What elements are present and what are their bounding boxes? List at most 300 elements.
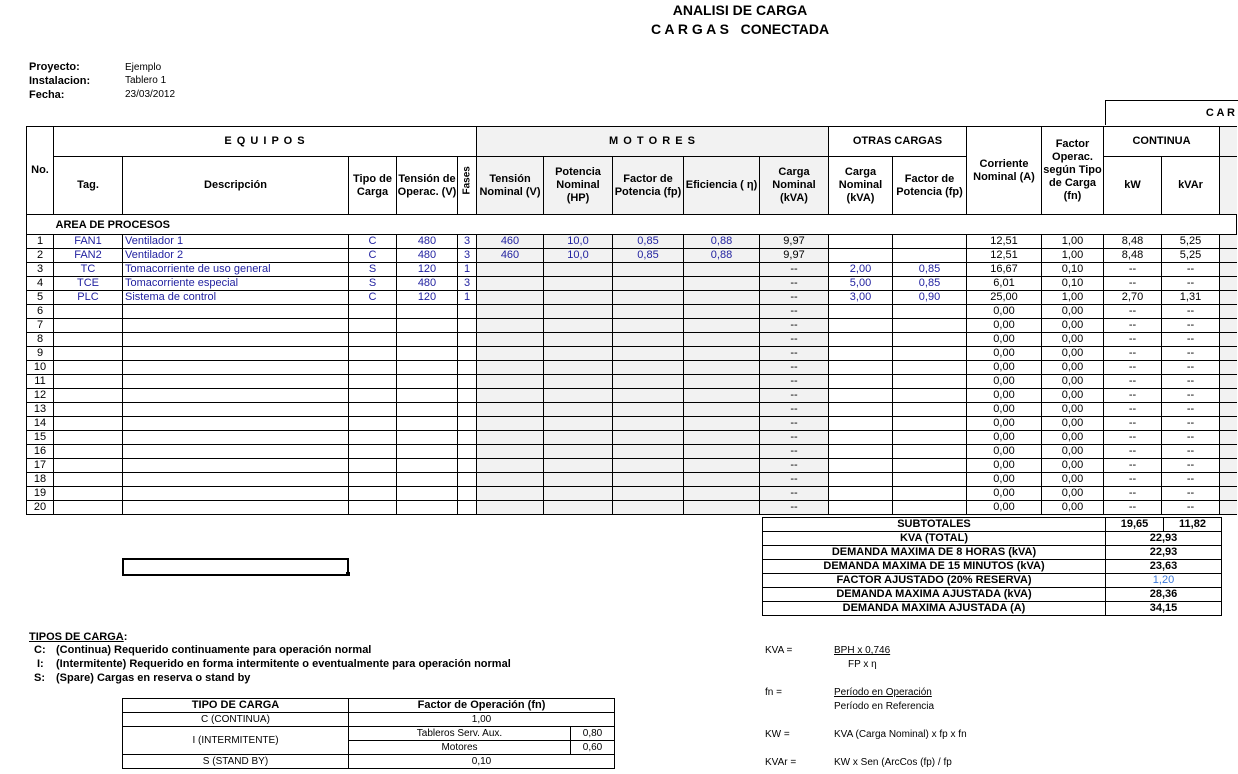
selected-cell[interactable] bbox=[122, 558, 349, 576]
cell-fp[interactable] bbox=[613, 487, 684, 501]
cell-kva[interactable]: -- bbox=[760, 445, 829, 459]
cell-kva[interactable]: 9,97 bbox=[760, 235, 829, 249]
cell-desc[interactable] bbox=[123, 445, 349, 459]
cell-no[interactable]: 16 bbox=[27, 445, 54, 459]
cell-hp[interactable] bbox=[544, 361, 613, 375]
cell-blank[interactable] bbox=[1220, 361, 1237, 375]
cell-kw[interactable]: -- bbox=[1104, 431, 1162, 445]
factor-ajustado-value[interactable]: 1,20 bbox=[1106, 574, 1222, 588]
cell-no[interactable]: 8 bbox=[27, 333, 54, 347]
cell-ok[interactable] bbox=[829, 445, 893, 459]
cell-desc[interactable] bbox=[123, 431, 349, 445]
cell-ef[interactable] bbox=[684, 473, 760, 487]
cell-kw[interactable]: -- bbox=[1104, 459, 1162, 473]
cell-ef[interactable] bbox=[684, 263, 760, 277]
cell-desc[interactable] bbox=[123, 319, 349, 333]
cell-tension[interactable] bbox=[397, 417, 458, 431]
cell-tag[interactable]: FAN2 bbox=[54, 249, 123, 263]
cell-hp[interactable] bbox=[544, 459, 613, 473]
cell-amp[interactable]: 0,00 bbox=[967, 473, 1042, 487]
cell-no[interactable]: 7 bbox=[27, 319, 54, 333]
cell-kw[interactable]: -- bbox=[1104, 501, 1162, 515]
cell-tag[interactable]: TCE bbox=[54, 277, 123, 291]
cell-ef[interactable] bbox=[684, 403, 760, 417]
cell-ef[interactable] bbox=[684, 319, 760, 333]
cell-blank[interactable] bbox=[1220, 431, 1237, 445]
cell-kvar[interactable]: -- bbox=[1162, 305, 1220, 319]
cell-ef[interactable] bbox=[684, 459, 760, 473]
cell-ef[interactable] bbox=[684, 333, 760, 347]
cell-fp[interactable] bbox=[613, 361, 684, 375]
cell-hp[interactable] bbox=[544, 305, 613, 319]
cell-kvar[interactable]: 5,25 bbox=[1162, 235, 1220, 249]
cell-ofp[interactable] bbox=[893, 333, 967, 347]
cell-ofp[interactable]: 0,85 bbox=[893, 277, 967, 291]
cell-ok[interactable] bbox=[829, 431, 893, 445]
cell-kvar[interactable]: -- bbox=[1162, 417, 1220, 431]
cell-fp[interactable] bbox=[613, 319, 684, 333]
cell-fp[interactable] bbox=[613, 375, 684, 389]
cell-tag[interactable] bbox=[54, 333, 123, 347]
cell-kva[interactable]: -- bbox=[760, 431, 829, 445]
cell-fp[interactable] bbox=[613, 389, 684, 403]
cell-vn[interactable]: 460 bbox=[477, 235, 544, 249]
cell-amp[interactable]: 0,00 bbox=[967, 389, 1042, 403]
cell-tension[interactable]: 480 bbox=[397, 277, 458, 291]
cell-blank[interactable] bbox=[1220, 305, 1237, 319]
cell-fn[interactable]: 0,00 bbox=[1042, 431, 1104, 445]
cell-kva[interactable]: -- bbox=[760, 403, 829, 417]
cell-kvar[interactable]: -- bbox=[1162, 277, 1220, 291]
cell-tag[interactable]: FAN1 bbox=[54, 235, 123, 249]
cell-vn[interactable] bbox=[477, 417, 544, 431]
cell-no[interactable]: 1 bbox=[27, 235, 54, 249]
cell-tension[interactable]: 120 bbox=[397, 263, 458, 277]
cell-vn[interactable] bbox=[477, 445, 544, 459]
cell-kw[interactable]: -- bbox=[1104, 417, 1162, 431]
cell-tension[interactable] bbox=[397, 375, 458, 389]
cell-ef[interactable] bbox=[684, 445, 760, 459]
cell-blank[interactable] bbox=[1220, 375, 1237, 389]
cell-ofp[interactable] bbox=[893, 249, 967, 263]
cell-fn[interactable]: 0,00 bbox=[1042, 305, 1104, 319]
cell-ok[interactable] bbox=[829, 361, 893, 375]
cell-fases[interactable] bbox=[458, 417, 477, 431]
cell-blank[interactable] bbox=[1220, 445, 1237, 459]
cell-no[interactable]: 3 bbox=[27, 263, 54, 277]
cell-amp[interactable]: 0,00 bbox=[967, 459, 1042, 473]
cell-kva[interactable]: -- bbox=[760, 389, 829, 403]
cell-fn[interactable]: 0,00 bbox=[1042, 403, 1104, 417]
cell-tipo[interactable]: S bbox=[349, 277, 397, 291]
cell-ef[interactable] bbox=[684, 417, 760, 431]
cell-fp[interactable] bbox=[613, 473, 684, 487]
cell-vn[interactable] bbox=[477, 319, 544, 333]
cell-tag[interactable] bbox=[54, 445, 123, 459]
cell-amp[interactable]: 16,67 bbox=[967, 263, 1042, 277]
cell-kva[interactable]: -- bbox=[760, 347, 829, 361]
cell-kw[interactable]: -- bbox=[1104, 347, 1162, 361]
cell-vn[interactable] bbox=[477, 389, 544, 403]
cell-kva[interactable]: -- bbox=[760, 305, 829, 319]
cell-tipo[interactable] bbox=[349, 403, 397, 417]
cell-ofp[interactable] bbox=[893, 431, 967, 445]
cell-ok[interactable] bbox=[829, 333, 893, 347]
cell-kvar[interactable]: -- bbox=[1162, 389, 1220, 403]
cell-desc[interactable] bbox=[123, 473, 349, 487]
cell-ofp[interactable] bbox=[893, 361, 967, 375]
cell-blank[interactable] bbox=[1220, 473, 1237, 487]
cell-desc[interactable] bbox=[123, 417, 349, 431]
cell-tipo[interactable] bbox=[349, 305, 397, 319]
cell-blank[interactable] bbox=[1220, 277, 1237, 291]
cell-ok[interactable] bbox=[829, 319, 893, 333]
cell-tension[interactable] bbox=[397, 487, 458, 501]
cell-kva[interactable]: -- bbox=[760, 277, 829, 291]
cell-ef[interactable] bbox=[684, 347, 760, 361]
cell-tension[interactable] bbox=[397, 333, 458, 347]
cell-kvar[interactable]: -- bbox=[1162, 459, 1220, 473]
cell-desc[interactable] bbox=[123, 389, 349, 403]
cell-vn[interactable] bbox=[477, 375, 544, 389]
cell-ofp[interactable] bbox=[893, 319, 967, 333]
cell-tag[interactable] bbox=[54, 473, 123, 487]
cell-desc[interactable]: Tomacorriente especial bbox=[123, 277, 349, 291]
cell-no[interactable]: 17 bbox=[27, 459, 54, 473]
cell-fases[interactable] bbox=[458, 473, 477, 487]
cell-amp[interactable]: 0,00 bbox=[967, 305, 1042, 319]
cell-fn[interactable]: 0,00 bbox=[1042, 459, 1104, 473]
cell-blank[interactable] bbox=[1220, 403, 1237, 417]
cell-desc[interactable]: Tomacorriente de uso general bbox=[123, 263, 349, 277]
cell-kvar[interactable]: -- bbox=[1162, 361, 1220, 375]
cell-vn[interactable] bbox=[477, 431, 544, 445]
cell-tipo[interactable] bbox=[349, 431, 397, 445]
cell-no[interactable]: 9 bbox=[27, 347, 54, 361]
cell-amp[interactable]: 0,00 bbox=[967, 319, 1042, 333]
cell-kvar[interactable]: 1,31 bbox=[1162, 291, 1220, 305]
cell-ok[interactable] bbox=[829, 501, 893, 515]
cell-no[interactable]: 19 bbox=[27, 487, 54, 501]
cell-tag[interactable] bbox=[54, 305, 123, 319]
cell-fases[interactable] bbox=[458, 375, 477, 389]
cell-ef[interactable] bbox=[684, 501, 760, 515]
cell-fp[interactable] bbox=[613, 403, 684, 417]
cell-fp[interactable] bbox=[613, 431, 684, 445]
cell-fn[interactable]: 0,00 bbox=[1042, 347, 1104, 361]
cell-no[interactable]: 12 bbox=[27, 389, 54, 403]
cell-ofp[interactable] bbox=[893, 417, 967, 431]
cell-kw[interactable]: 8,48 bbox=[1104, 249, 1162, 263]
cell-no[interactable]: 11 bbox=[27, 375, 54, 389]
cell-no[interactable]: 10 bbox=[27, 361, 54, 375]
cell-tipo[interactable] bbox=[349, 361, 397, 375]
cell-tag[interactable] bbox=[54, 361, 123, 375]
cell-fn[interactable]: 0,00 bbox=[1042, 487, 1104, 501]
cell-fn[interactable]: 1,00 bbox=[1042, 291, 1104, 305]
cell-fases[interactable] bbox=[458, 305, 477, 319]
cell-desc[interactable] bbox=[123, 347, 349, 361]
cell-hp[interactable] bbox=[544, 445, 613, 459]
cell-fp[interactable] bbox=[613, 417, 684, 431]
cell-no[interactable]: 6 bbox=[27, 305, 54, 319]
cell-kva[interactable]: -- bbox=[760, 375, 829, 389]
cell-vn[interactable] bbox=[477, 291, 544, 305]
cell-ok[interactable]: 3,00 bbox=[829, 291, 893, 305]
cell-fp[interactable] bbox=[613, 263, 684, 277]
cell-hp[interactable] bbox=[544, 501, 613, 515]
cell-tension[interactable] bbox=[397, 305, 458, 319]
cell-tension[interactable] bbox=[397, 501, 458, 515]
cell-blank[interactable] bbox=[1220, 263, 1237, 277]
cell-ok[interactable] bbox=[829, 347, 893, 361]
cell-kva[interactable]: -- bbox=[760, 291, 829, 305]
cell-desc[interactable]: Ventilador 2 bbox=[123, 249, 349, 263]
cell-fases[interactable] bbox=[458, 333, 477, 347]
cell-kw[interactable]: -- bbox=[1104, 445, 1162, 459]
cell-kw[interactable]: -- bbox=[1104, 389, 1162, 403]
cell-tipo[interactable] bbox=[349, 501, 397, 515]
cell-fases[interactable]: 1 bbox=[458, 263, 477, 277]
cell-ofp[interactable] bbox=[893, 403, 967, 417]
cell-blank[interactable] bbox=[1220, 487, 1237, 501]
cell-tension[interactable]: 480 bbox=[397, 235, 458, 249]
cell-tension[interactable] bbox=[397, 389, 458, 403]
cell-vn[interactable] bbox=[477, 305, 544, 319]
cell-ofp[interactable]: 0,85 bbox=[893, 263, 967, 277]
cell-fn[interactable]: 0,00 bbox=[1042, 473, 1104, 487]
cell-ef[interactable] bbox=[684, 291, 760, 305]
cell-ok[interactable] bbox=[829, 375, 893, 389]
cell-blank[interactable] bbox=[1220, 235, 1237, 249]
cell-tipo[interactable]: C bbox=[349, 291, 397, 305]
cell-ok[interactable] bbox=[829, 389, 893, 403]
cell-fases[interactable] bbox=[458, 319, 477, 333]
cell-kvar[interactable]: -- bbox=[1162, 347, 1220, 361]
cell-desc[interactable] bbox=[123, 459, 349, 473]
cell-no[interactable]: 20 bbox=[27, 501, 54, 515]
cell-ofp[interactable] bbox=[893, 347, 967, 361]
cell-hp[interactable] bbox=[544, 417, 613, 431]
cell-fn[interactable]: 1,00 bbox=[1042, 249, 1104, 263]
cell-hp[interactable]: 10,0 bbox=[544, 235, 613, 249]
cell-ok[interactable]: 5,00 bbox=[829, 277, 893, 291]
cell-tag[interactable] bbox=[54, 389, 123, 403]
cell-vn[interactable] bbox=[477, 347, 544, 361]
cell-tipo[interactable] bbox=[349, 347, 397, 361]
cell-ofp[interactable] bbox=[893, 473, 967, 487]
cell-ok[interactable] bbox=[829, 459, 893, 473]
cell-kw[interactable]: -- bbox=[1104, 375, 1162, 389]
cell-tension[interactable] bbox=[397, 459, 458, 473]
cell-tag[interactable] bbox=[54, 501, 123, 515]
cell-ok[interactable]: 2,00 bbox=[829, 263, 893, 277]
cell-no[interactable]: 13 bbox=[27, 403, 54, 417]
cell-tipo[interactable] bbox=[349, 417, 397, 431]
cell-amp[interactable]: 0,00 bbox=[967, 445, 1042, 459]
cell-kvar[interactable]: -- bbox=[1162, 263, 1220, 277]
cell-kw[interactable]: -- bbox=[1104, 277, 1162, 291]
cell-fp[interactable] bbox=[613, 459, 684, 473]
cell-fn[interactable]: 0,00 bbox=[1042, 501, 1104, 515]
cell-tag[interactable] bbox=[54, 375, 123, 389]
cell-tipo[interactable] bbox=[349, 445, 397, 459]
cell-fn[interactable]: 1,00 bbox=[1042, 235, 1104, 249]
cell-kw[interactable]: -- bbox=[1104, 473, 1162, 487]
cell-hp[interactable] bbox=[544, 389, 613, 403]
cell-tension[interactable] bbox=[397, 403, 458, 417]
cell-vn[interactable] bbox=[477, 487, 544, 501]
cell-kw[interactable]: -- bbox=[1104, 319, 1162, 333]
cell-blank[interactable] bbox=[1220, 291, 1237, 305]
cell-ok[interactable] bbox=[829, 417, 893, 431]
cell-blank[interactable] bbox=[1220, 417, 1237, 431]
cell-blank[interactable] bbox=[1220, 333, 1237, 347]
cell-fn[interactable]: 0,00 bbox=[1042, 417, 1104, 431]
cell-tag[interactable] bbox=[54, 319, 123, 333]
cell-no[interactable]: 18 bbox=[27, 473, 54, 487]
cell-tension[interactable] bbox=[397, 473, 458, 487]
cell-kva[interactable]: -- bbox=[760, 501, 829, 515]
cell-no[interactable]: 15 bbox=[27, 431, 54, 445]
cell-kva[interactable]: -- bbox=[760, 333, 829, 347]
cell-fp[interactable] bbox=[613, 305, 684, 319]
cell-tipo[interactable] bbox=[349, 389, 397, 403]
cell-kw[interactable]: 8,48 bbox=[1104, 235, 1162, 249]
cell-hp[interactable] bbox=[544, 319, 613, 333]
cell-hp[interactable]: 10,0 bbox=[544, 249, 613, 263]
cell-amp[interactable]: 0,00 bbox=[967, 431, 1042, 445]
cell-fases[interactable] bbox=[458, 347, 477, 361]
cell-fn[interactable]: 0,10 bbox=[1042, 277, 1104, 291]
cell-amp[interactable]: 0,00 bbox=[967, 333, 1042, 347]
cell-desc[interactable] bbox=[123, 487, 349, 501]
cell-kvar[interactable]: -- bbox=[1162, 375, 1220, 389]
cell-ok[interactable] bbox=[829, 305, 893, 319]
cell-tag[interactable] bbox=[54, 403, 123, 417]
cell-amp[interactable]: 0,00 bbox=[967, 347, 1042, 361]
cell-kva[interactable]: -- bbox=[760, 417, 829, 431]
cell-desc[interactable] bbox=[123, 403, 349, 417]
cell-amp[interactable]: 0,00 bbox=[967, 361, 1042, 375]
cell-tension[interactable] bbox=[397, 431, 458, 445]
cell-ef[interactable] bbox=[684, 389, 760, 403]
cell-fp[interactable]: 0,85 bbox=[613, 249, 684, 263]
cell-no[interactable]: 14 bbox=[27, 417, 54, 431]
cell-hp[interactable] bbox=[544, 431, 613, 445]
cell-tension[interactable] bbox=[397, 361, 458, 375]
cell-fp[interactable] bbox=[613, 291, 684, 305]
cell-ofp[interactable] bbox=[893, 445, 967, 459]
cell-desc[interactable] bbox=[123, 375, 349, 389]
cell-blank[interactable] bbox=[1220, 347, 1237, 361]
cell-tag[interactable] bbox=[54, 431, 123, 445]
cell-ef[interactable]: 0,88 bbox=[684, 235, 760, 249]
cell-fases[interactable]: 3 bbox=[458, 235, 477, 249]
cell-kvar[interactable]: -- bbox=[1162, 487, 1220, 501]
cell-amp[interactable]: 0,00 bbox=[967, 501, 1042, 515]
cell-desc[interactable] bbox=[123, 361, 349, 375]
cell-hp[interactable] bbox=[544, 291, 613, 305]
cell-fp[interactable] bbox=[613, 277, 684, 291]
cell-ef[interactable] bbox=[684, 375, 760, 389]
cell-tension[interactable]: 480 bbox=[397, 249, 458, 263]
cell-kva[interactable]: -- bbox=[760, 459, 829, 473]
cell-hp[interactable] bbox=[544, 473, 613, 487]
cell-fases[interactable]: 3 bbox=[458, 249, 477, 263]
cell-vn[interactable]: 460 bbox=[477, 249, 544, 263]
cell-fases[interactable] bbox=[458, 431, 477, 445]
cell-fases[interactable] bbox=[458, 501, 477, 515]
cell-hp[interactable] bbox=[544, 263, 613, 277]
cell-tipo[interactable] bbox=[349, 459, 397, 473]
cell-fn[interactable]: 0,00 bbox=[1042, 445, 1104, 459]
cell-desc[interactable]: Ventilador 1 bbox=[123, 235, 349, 249]
cell-kvar[interactable]: -- bbox=[1162, 501, 1220, 515]
cell-fases[interactable] bbox=[458, 445, 477, 459]
cell-kva[interactable]: -- bbox=[760, 361, 829, 375]
cell-tension[interactable] bbox=[397, 445, 458, 459]
cell-fp[interactable] bbox=[613, 333, 684, 347]
cell-fp[interactable]: 0,85 bbox=[613, 235, 684, 249]
cell-fases[interactable] bbox=[458, 487, 477, 501]
cell-ofp[interactable]: 0,90 bbox=[893, 291, 967, 305]
cell-blank[interactable] bbox=[1220, 459, 1237, 473]
cell-vn[interactable] bbox=[477, 501, 544, 515]
cell-ok[interactable] bbox=[829, 235, 893, 249]
cell-tension[interactable]: 120 bbox=[397, 291, 458, 305]
cell-fn[interactable]: 0,00 bbox=[1042, 389, 1104, 403]
cell-kvar[interactable]: 5,25 bbox=[1162, 249, 1220, 263]
cell-kva[interactable]: -- bbox=[760, 263, 829, 277]
cell-fn[interactable]: 0,00 bbox=[1042, 319, 1104, 333]
cell-tag[interactable] bbox=[54, 347, 123, 361]
cell-desc[interactable] bbox=[123, 305, 349, 319]
cell-fp[interactable] bbox=[613, 347, 684, 361]
cell-hp[interactable] bbox=[544, 375, 613, 389]
cell-blank[interactable] bbox=[1220, 389, 1237, 403]
cell-fn[interactable]: 0,00 bbox=[1042, 333, 1104, 347]
cell-ok[interactable] bbox=[829, 249, 893, 263]
cell-kw[interactable]: -- bbox=[1104, 333, 1162, 347]
cell-tag[interactable]: TC bbox=[54, 263, 123, 277]
cell-fn[interactable]: 0,00 bbox=[1042, 361, 1104, 375]
cell-fases[interactable] bbox=[458, 389, 477, 403]
cell-no[interactable]: 2 bbox=[27, 249, 54, 263]
cell-vn[interactable] bbox=[477, 277, 544, 291]
cell-tipo[interactable] bbox=[349, 473, 397, 487]
cell-ofp[interactable] bbox=[893, 459, 967, 473]
cell-no[interactable]: 4 bbox=[27, 277, 54, 291]
cell-fases[interactable]: 3 bbox=[458, 277, 477, 291]
cell-hp[interactable] bbox=[544, 403, 613, 417]
cell-blank[interactable] bbox=[1220, 319, 1237, 333]
cell-kvar[interactable]: -- bbox=[1162, 445, 1220, 459]
cell-blank[interactable] bbox=[1220, 501, 1237, 515]
cell-ef[interactable] bbox=[684, 487, 760, 501]
cell-fn[interactable]: 0,10 bbox=[1042, 263, 1104, 277]
cell-ofp[interactable] bbox=[893, 375, 967, 389]
cell-amp[interactable]: 6,01 bbox=[967, 277, 1042, 291]
cell-ofp[interactable] bbox=[893, 235, 967, 249]
cell-kva[interactable]: -- bbox=[760, 487, 829, 501]
cell-amp[interactable]: 0,00 bbox=[967, 487, 1042, 501]
cell-hp[interactable] bbox=[544, 277, 613, 291]
cell-kw[interactable]: -- bbox=[1104, 305, 1162, 319]
cell-tipo[interactable] bbox=[349, 319, 397, 333]
cell-ef[interactable] bbox=[684, 305, 760, 319]
cell-amp[interactable]: 12,51 bbox=[967, 249, 1042, 263]
